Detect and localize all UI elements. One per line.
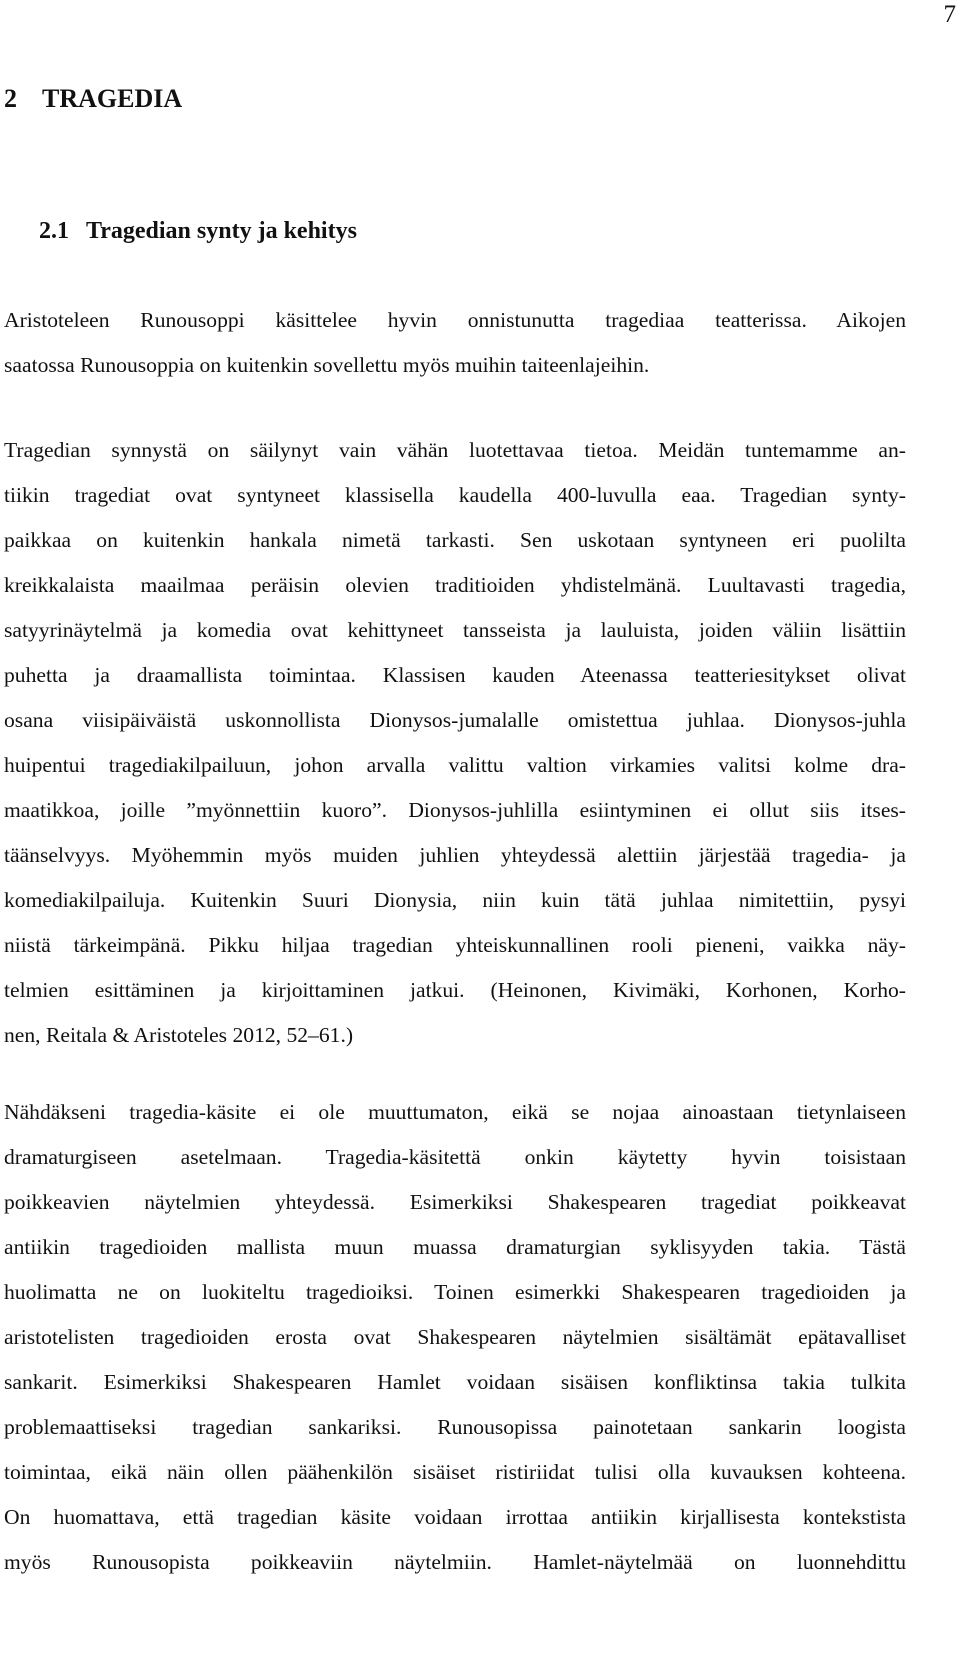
text-line: Tragedian synnystä on säilynyt vain vähän luotettavaa tietoa. Meidän tuntemamme an- (4, 438, 906, 462)
text-line: myös Runousopista poikkeaviin näytelmiin. Hamlet-näytelmää on luonnehdittu (4, 1550, 906, 1574)
text-line: antiikin tragedioiden mallista muun muassa dramaturgian syklisyyden takia. Tästä (4, 1235, 906, 1259)
text-line: komediakilpailuja. Kuitenkin Suuri Dionysia, niin kuin tätä juhlaa nimitettiin, pysyi (4, 888, 906, 912)
section-title: Tragedian synty ja kehitys (86, 218, 357, 244)
text-line: nen, Reitala & Aristoteles 2012, 52–61.) (4, 1023, 354, 1047)
text-line: tiikin tragediat ovat syntyneet klassisella kaudella 400-luvulla eaa. Tragedian synty- (4, 483, 906, 507)
text-line: niistä tärkeimpänä. Pikku hiljaa tragedian yhteiskunnallinen rooli pieneni, vaikka näy- (4, 933, 906, 957)
chapter-heading (4, 84, 182, 114)
text-line: aristotelisten tragedioiden erosta ovat Shakespearen näytelmien sisältämät epätavalliset (4, 1325, 906, 1349)
section-heading (39, 216, 357, 246)
text-line: satyyrinäytelmä ja komedia ovat kehittyneet tansseista ja lauluista, joiden väliin lisättiin (4, 618, 906, 642)
page-number: 7 (943, 1, 956, 28)
text-line: osana viisipäiväistä uskonnollista Dionysos-jumalalle omistettua juhlaa. Dionysos-juhla (4, 708, 906, 732)
chapter-title: TRAGEDIA (42, 84, 183, 113)
text-line: saatossa Runousoppia on kuitenkin sovellettu myös muihin taiteenlajeihin. (4, 353, 650, 377)
text-line: sankarit. Esimerkiksi Shakespearen Hamlet voidaan sisäisen konfliktinsa takia tulkita (4, 1370, 906, 1394)
text-line: kreikkalaista maailmaa peräisin olevien traditioiden yhdistelmänä. Luultavasti tragedia, (4, 573, 906, 597)
text-line: Nähdäkseni tragedia-käsite ei ole muuttumaton, eikä se nojaa ainoastaan tietynlaiseen (4, 1100, 906, 1124)
text-line: problemaattiseksi tragedian sankariksi. Runousopissa painotetaan sankarin loogista (4, 1415, 906, 1439)
text-line: toimintaa, eikä näin ollen päähenkilön sisäiset ristiriidat tulisi olla kuvauksen kohteena. (4, 1460, 906, 1484)
text-line: paikkaa on kuitenkin hankala nimetä tarkasti. Sen uskotaan syntyneen eri puolilta (4, 528, 906, 552)
text-line: Aristoteleen Runousoppi käsittelee hyvin onnistunutta tragediaa teatterissa. Aikojen (4, 308, 906, 332)
text-line: On huomattava, että tragedian käsite voidaan irrottaa antiikin kirjallisesta kontekstista (4, 1505, 906, 1529)
text-line: maatikkoa, joille ”myönnettiin kuoro”. Dionysos-juhlilla esiintyminen ei ollut siis itses- (4, 798, 906, 822)
chapter-number: 2 (4, 84, 17, 113)
text-line: telmien esittäminen ja kirjoittaminen jatkui. (Heinonen, Kivimäki, Korhonen, Korho- (4, 978, 906, 1002)
paragraph-history (4, 428, 906, 1058)
section-number: 2.1 (39, 218, 69, 244)
text-line: täänselvyys. Myöhemmin myös muiden juhlien yhteydessä alettiin järjestää tragedia- ja (4, 843, 906, 867)
text-line: poikkeavien näytelmien yhteydessä. Esimerkiksi Shakespearen tragediat poikkeavat (4, 1190, 906, 1214)
paragraph-concept (4, 1090, 906, 1585)
text-line: dramaturgiseen asetelmaan. Tragedia-käsitettä onkin käytetty hyvin toisistaan (4, 1145, 906, 1169)
text-line: huolimatta ne on luokiteltu tragedioiksi. Toinen esimerkki Shakespearen tragedioiden ja (4, 1280, 906, 1304)
paragraph-intro (4, 298, 906, 388)
text-line: huipentui tragediakilpailuun, johon arvalla valittu valtion virkamies valitsi kolme dra- (4, 753, 906, 777)
text-line: puhetta ja draamallista toimintaa. Klassisen kauden Ateenassa teatteriesitykset olivat (4, 663, 906, 687)
